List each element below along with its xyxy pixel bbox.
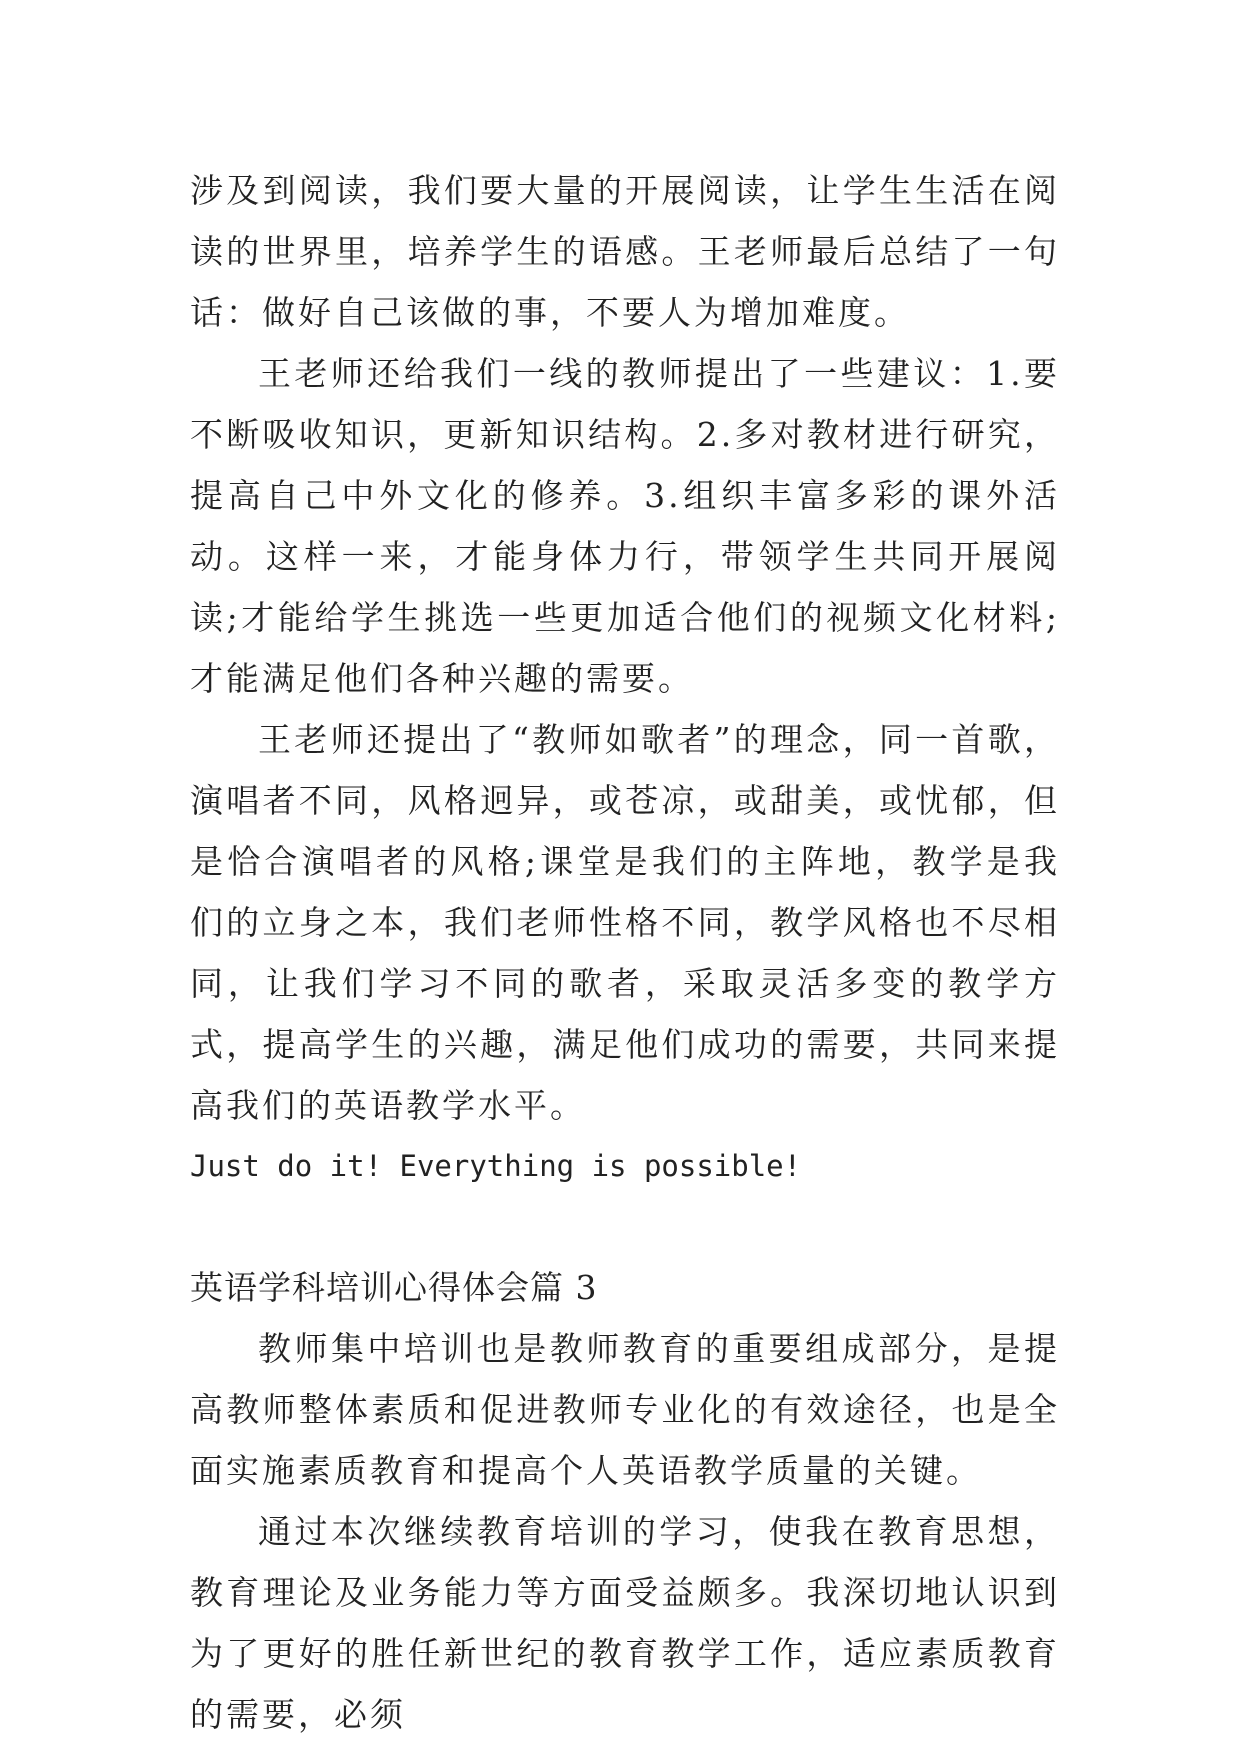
section-heading: 英语学科培训心得体会篇 3 bbox=[190, 1268, 598, 1307]
paragraph-1: 涉及到阅读，我们要大量的开展阅读，让学生生活在阅读的世界里，培养学生的语感。王老师最后总结了一句话：做好自己该做的事，不要人为增加难度。 bbox=[190, 171, 1060, 332]
english-quote-line: Just do it! Everything is possible! bbox=[190, 1149, 802, 1183]
document-page bbox=[190, 160, 1060, 1745]
paragraph-4: 教师集中培训也是教师教育的重要组成部分，是提高教师整体素质和促进教师专业化的有效途径，也是全面实施素质教育和提高个人英语教学质量的关键。 bbox=[190, 1329, 1060, 1490]
paragraph-5: 通过本次继续教育培训的学习，使我在教育思想，教育理论及业务能力等方面受益颇多。我深切地认识到为了更好的胜任新世纪的教育教学工作，适应素质教育的需要，必须 bbox=[190, 1512, 1060, 1734]
paragraph-3: 王老师还提出了“教师如歌者”的理念，同一首歌，演唱者不同，风格迥异，或苍凉，或甜美，或忧郁，但是恰合演唱者的风格;课堂是我们的主阵地，教学是我们的立身之本，我们老师性格不同，教学风格也不尽相同，让我们学习不同的歌者，采取灵活多变的教学方式，提高学生的兴趣，满足他们成功的需要，共同来提高我们的英语教学水平。 bbox=[190, 720, 1060, 1125]
paragraph-2: 王老师还给我们一线的教师提出了一些建议：1.要不断吸收知识，更新知识结构。2.多对教材进行研究，提高自己中外文化的修养。3.组织丰富多彩的课外活动。这样一来，才能身体力行，带领学生共同开展阅读;才能给学生挑选一些更加适合他们的视频文化材料;才能满足他们各种兴趣的需要。 bbox=[190, 354, 1060, 698]
